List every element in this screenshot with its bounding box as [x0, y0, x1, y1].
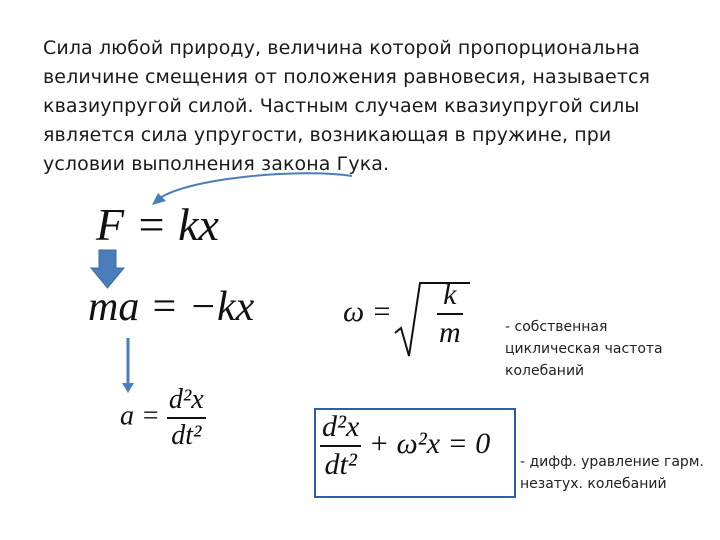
oscillation-rhs: + ω²x = 0 [368, 426, 491, 460]
omega-denominator: m [438, 316, 461, 349]
curved-arrow [160, 173, 352, 198]
hooke-law-formula: F = kx [96, 199, 219, 250]
omega-numerator: k [443, 278, 457, 311]
oscillation-numerator: d²x [322, 410, 360, 443]
acceleration-formula [120, 386, 206, 450]
acceleration-lhs: a = [120, 400, 160, 432]
omega-note: - собственная циклическая частота колебаний [505, 319, 663, 379]
diff-equation-note: - дифф. уравление гарм. незатух. колебаний [520, 454, 704, 492]
oscillation-fraction [320, 412, 361, 480]
acceleration-denominator: dt² [171, 420, 202, 451]
oscillation-equation [320, 412, 490, 480]
omega-fraction [437, 280, 463, 348]
newton-law-formula: ma = −kx [88, 284, 255, 330]
omega-formula [343, 280, 463, 348]
intro-paragraph: Сила любой природу, величина которой пропорциональна величине смещения от положения равновесия, называется квазиупругой силой. Частным случаем квазиупругой силы является сила упругости, возникающая в пружине, при условии выполнения закона Гука. [43, 37, 651, 175]
oscillation-denominator: dt² [324, 448, 357, 481]
acceleration-numerator: d²x [168, 384, 204, 415]
acceleration-fraction [167, 386, 206, 450]
omega-lhs: ω = [343, 294, 392, 328]
